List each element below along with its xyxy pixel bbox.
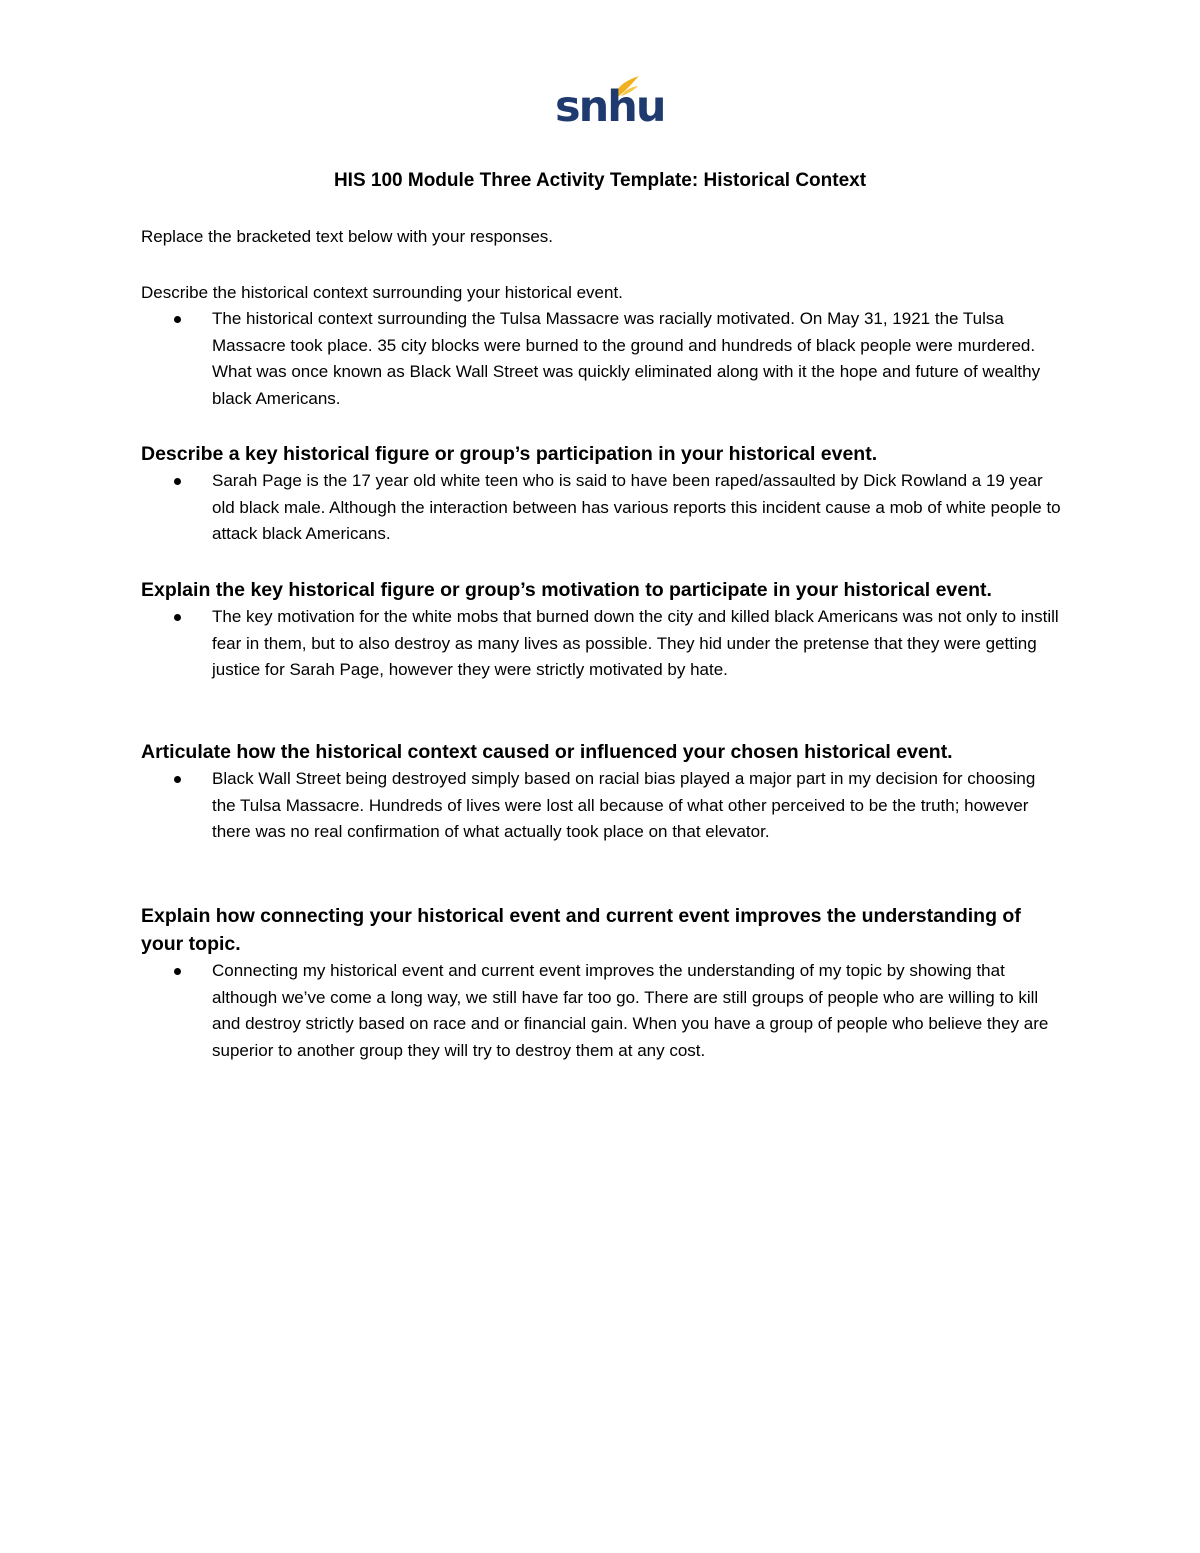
question-heading: Explain how connecting your historical event and current event improves the understanding of your topic. xyxy=(141,905,1021,955)
answer-list xyxy=(141,306,1061,412)
answer-text: Black Wall Street being destroyed simply based on racial bias played a major part in my decision for choosing the Tulsa Massacre. Hundreds of lives were lost all because of what other perceived to be the truth; however there was no real confirmation of what actually took place on that elevator. xyxy=(212,769,1036,842)
section-key-figure-motivation xyxy=(141,576,1061,684)
answer-item xyxy=(141,766,1062,846)
answer-text: The historical context surrounding the Tulsa Massacre was racially motivated. On May 31, 1921 the Tulsa Massacre took place. 35 city blocks were burned to the ground and hundreds of black people were murdered. What was once known as Black Wall Street was quickly eliminated along with it the hope and future of wealthy black Americans. xyxy=(212,309,1041,408)
instructions-text: Replace the bracketed text below with your responses. xyxy=(141,227,554,246)
question-heading: Describe the historical context surrounding your historical event. xyxy=(141,283,623,302)
logo-wordmark: snhu xyxy=(555,82,665,132)
question-heading: Explain the key historical figure or group’s motivation to participate in your historical event. xyxy=(141,579,992,601)
snhu-logo xyxy=(555,74,665,134)
answer-list xyxy=(141,766,1061,846)
answer-text: The key motivation for the white mobs that burned down the city and killed black Americans was not only to instill fear in them, but to also destroy as many lives as possible. They hid under the pretense that they were getting justice for Sarah Page, however they were strictly motivated by hate. xyxy=(212,607,1059,680)
question-heading: Articulate how the historical context caused or influenced your chosen historical event. xyxy=(141,741,953,763)
section-key-figure-participation xyxy=(141,440,1061,548)
answer-item xyxy=(141,958,1062,1064)
answer-item xyxy=(141,468,1062,548)
answer-text: Connecting my historical event and current event improves the understanding of my topic by showing that although we’ve come a long way, we still have far too go. There are still groups of people who are willing to kill and destroy strictly based on race and or financial gain. When you have a group of people who believe they are superior to another group they will try to destroy them at any cost. xyxy=(212,961,1049,1060)
answer-list xyxy=(141,468,1061,548)
bullet-icon xyxy=(174,776,181,783)
answer-list xyxy=(141,958,1061,1064)
section-context-influence xyxy=(141,738,1061,846)
answer-list xyxy=(141,604,1061,684)
answer-text: Sarah Page is the 17 year old white teen who is said to have been raped/assaulted by Dick Rowland a 19 year old black male. Although the interaction between has various reports this incident cause a mob of white people to attack black Americans. xyxy=(212,471,1061,544)
bullet-icon xyxy=(174,316,181,323)
answer-item xyxy=(141,306,1062,412)
bullet-icon xyxy=(174,968,181,975)
section-connecting-events xyxy=(141,902,1061,1064)
bullet-icon xyxy=(174,478,181,485)
page-title: HIS 100 Module Three Activity Template: Historical Context xyxy=(333,170,867,191)
section-historical-context xyxy=(141,280,1061,412)
answer-item xyxy=(141,604,1062,684)
question-heading: Describe a key historical figure or group’s participation in your historical event. xyxy=(141,443,878,465)
bullet-icon xyxy=(174,614,181,621)
